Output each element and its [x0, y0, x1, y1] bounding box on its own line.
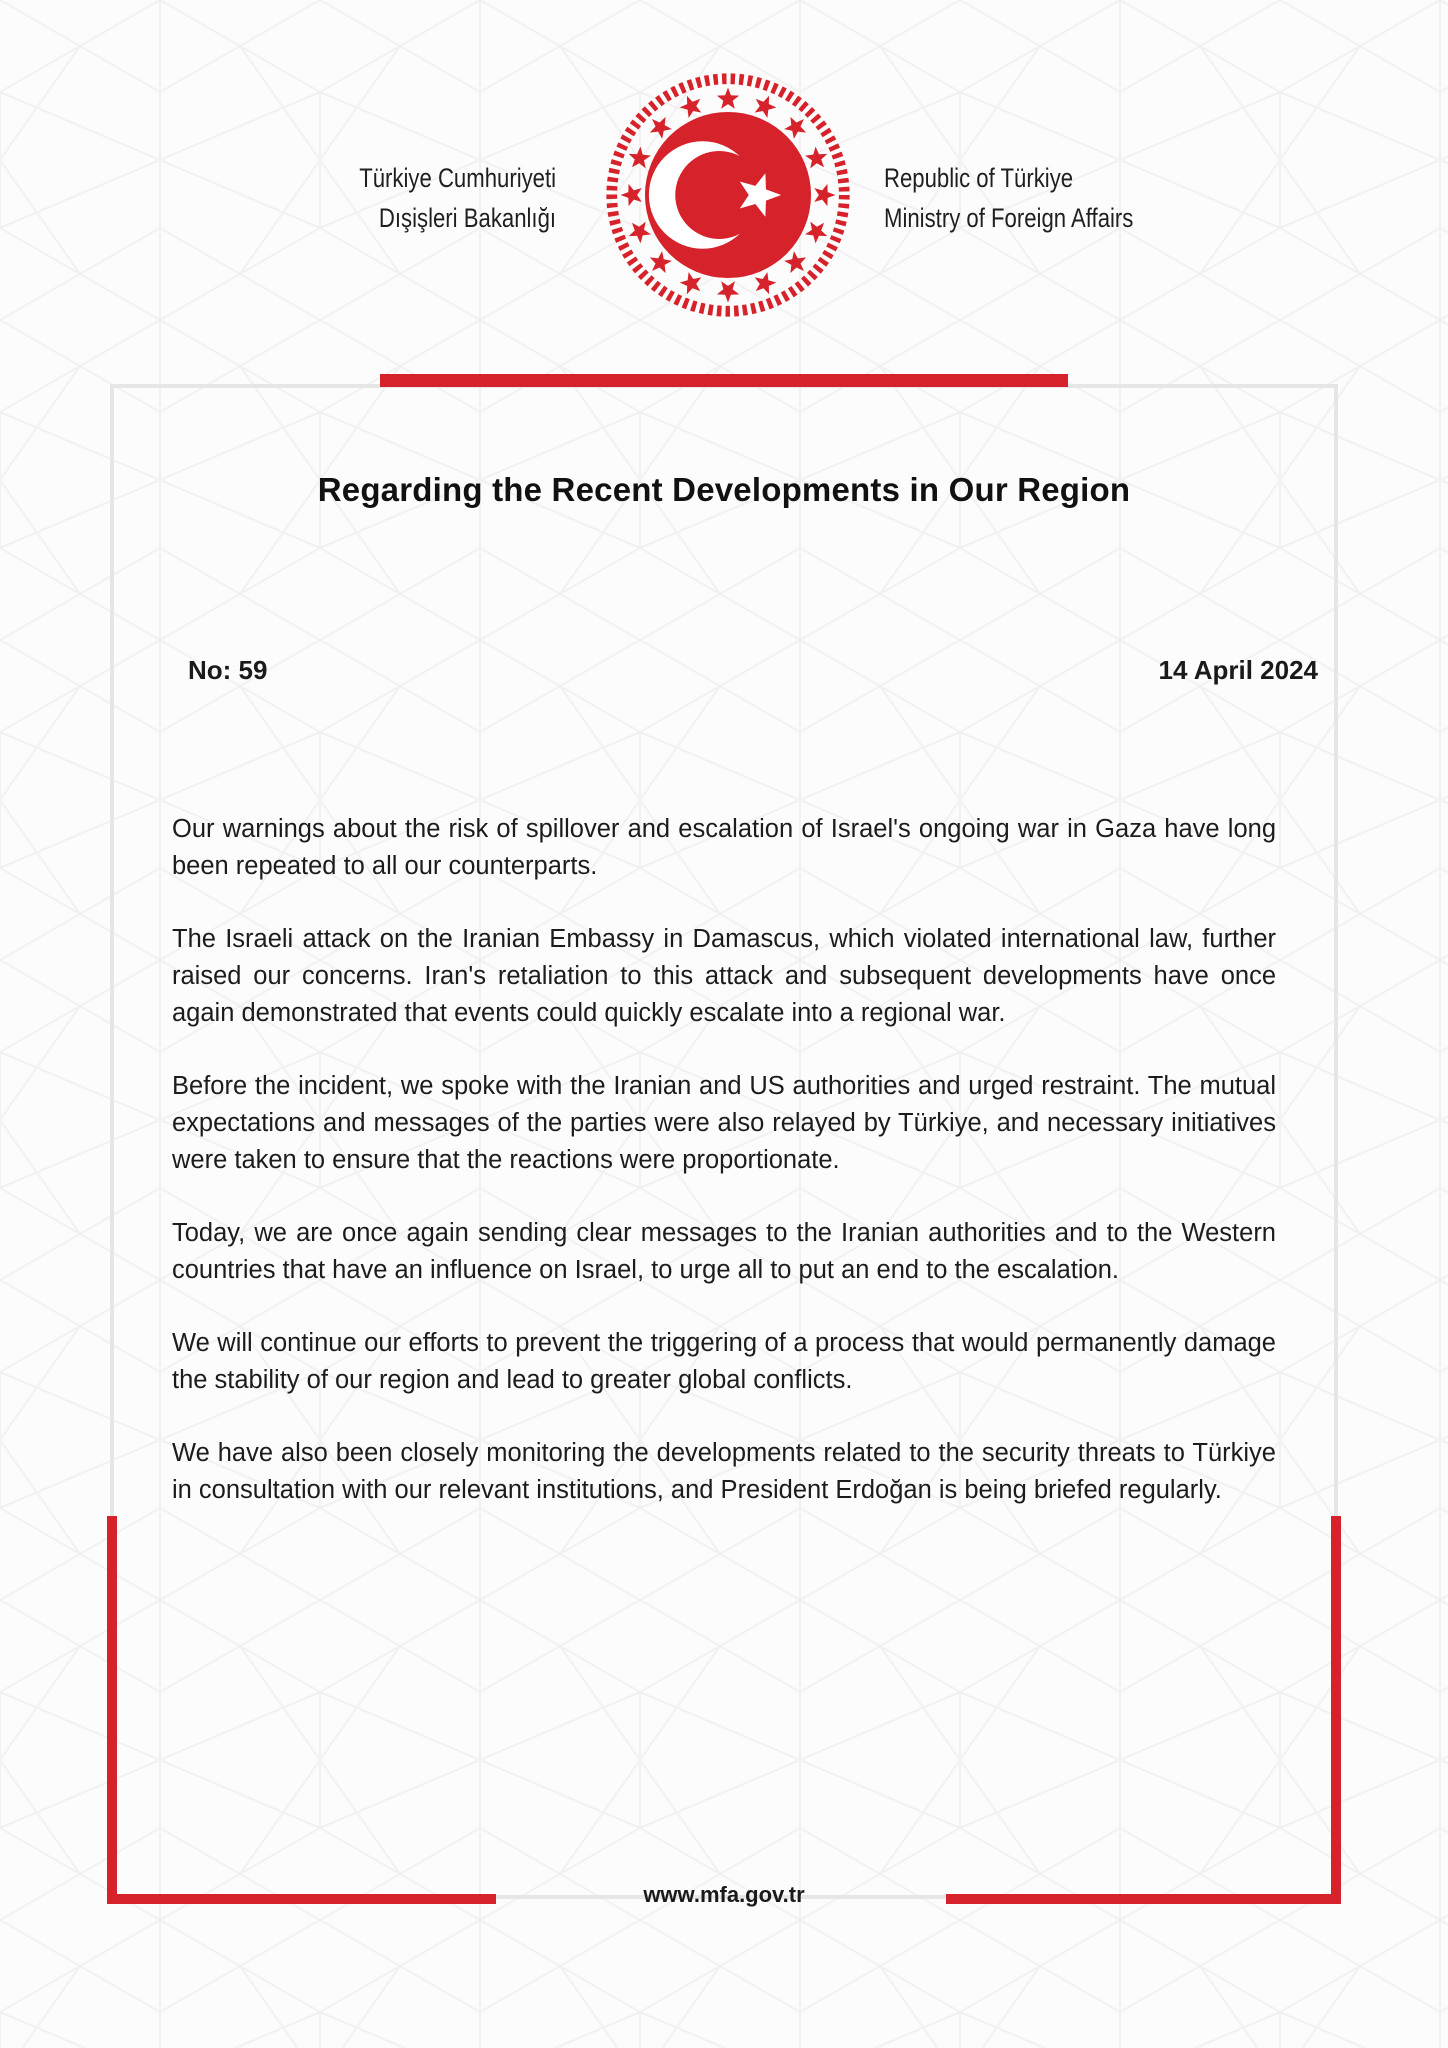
emblem-crescent-star: [645, 112, 811, 278]
document-number: No: 59: [188, 655, 268, 685]
document-date: 14 April 2024: [1158, 655, 1318, 685]
org-name-english-line1: Republic of Türkiye: [884, 163, 1074, 193]
left-accent-border: [107, 1516, 117, 1904]
paragraph: The Israeli attack on the Iranian Embassy in Damascus, which violated international law, further raised our concerns. Iran's retaliation to this attack and subsequent developments have once again demonstrated that events could quickly escalate into a regional war.: [172, 925, 1276, 1027]
paragraph: We have also been closely monitoring the developments related to the security threats to Türkiye in consultation with our relevant institutions, and President Erdoğan is being briefed regularly.: [172, 1439, 1276, 1504]
mfa-emblem-logo: [601, 68, 855, 322]
org-name-turkish-line2: Dışişleri Bakanlığı: [378, 203, 556, 233]
org-name-turkish: [359, 158, 556, 238]
org-name-english-line2: Ministry of Foreign Affairs: [884, 203, 1134, 233]
paragraph: Our warnings about the risk of spillover and escalation of Israel's ongoing war in Gaza have long been repeated to all our counterparts.: [172, 815, 1276, 880]
document-body: [172, 811, 1276, 1545]
paragraph: Before the incident, we spoke with the Iranian and US authorities and urged restraint. The mutual expectations and messages of the parties were also relayed by Türkiye, and necessary initiatives were taken to ensure that the reactions were proportionate.: [172, 1072, 1276, 1174]
org-name-english: [884, 158, 1133, 238]
footer-website-url: www.mfa.gov.tr: [643, 1882, 805, 1907]
top-accent-bar: [380, 374, 1068, 387]
paragraph: We will continue our efforts to prevent the triggering of a process that would permanently damage the stability of our region and lead to greater global conflicts.: [172, 1329, 1276, 1394]
right-accent-border: [1331, 1516, 1341, 1904]
org-name-turkish-line1: Türkiye Cumhuriyeti: [359, 163, 556, 193]
paragraph: Today, we are once again sending clear messages to the Iranian authorities and to the Western countries that have an influence on Israel, to urge all to put an end to the escalation.: [172, 1219, 1276, 1284]
page-title: Regarding the Recent Developments in Our Region: [317, 471, 1131, 508]
